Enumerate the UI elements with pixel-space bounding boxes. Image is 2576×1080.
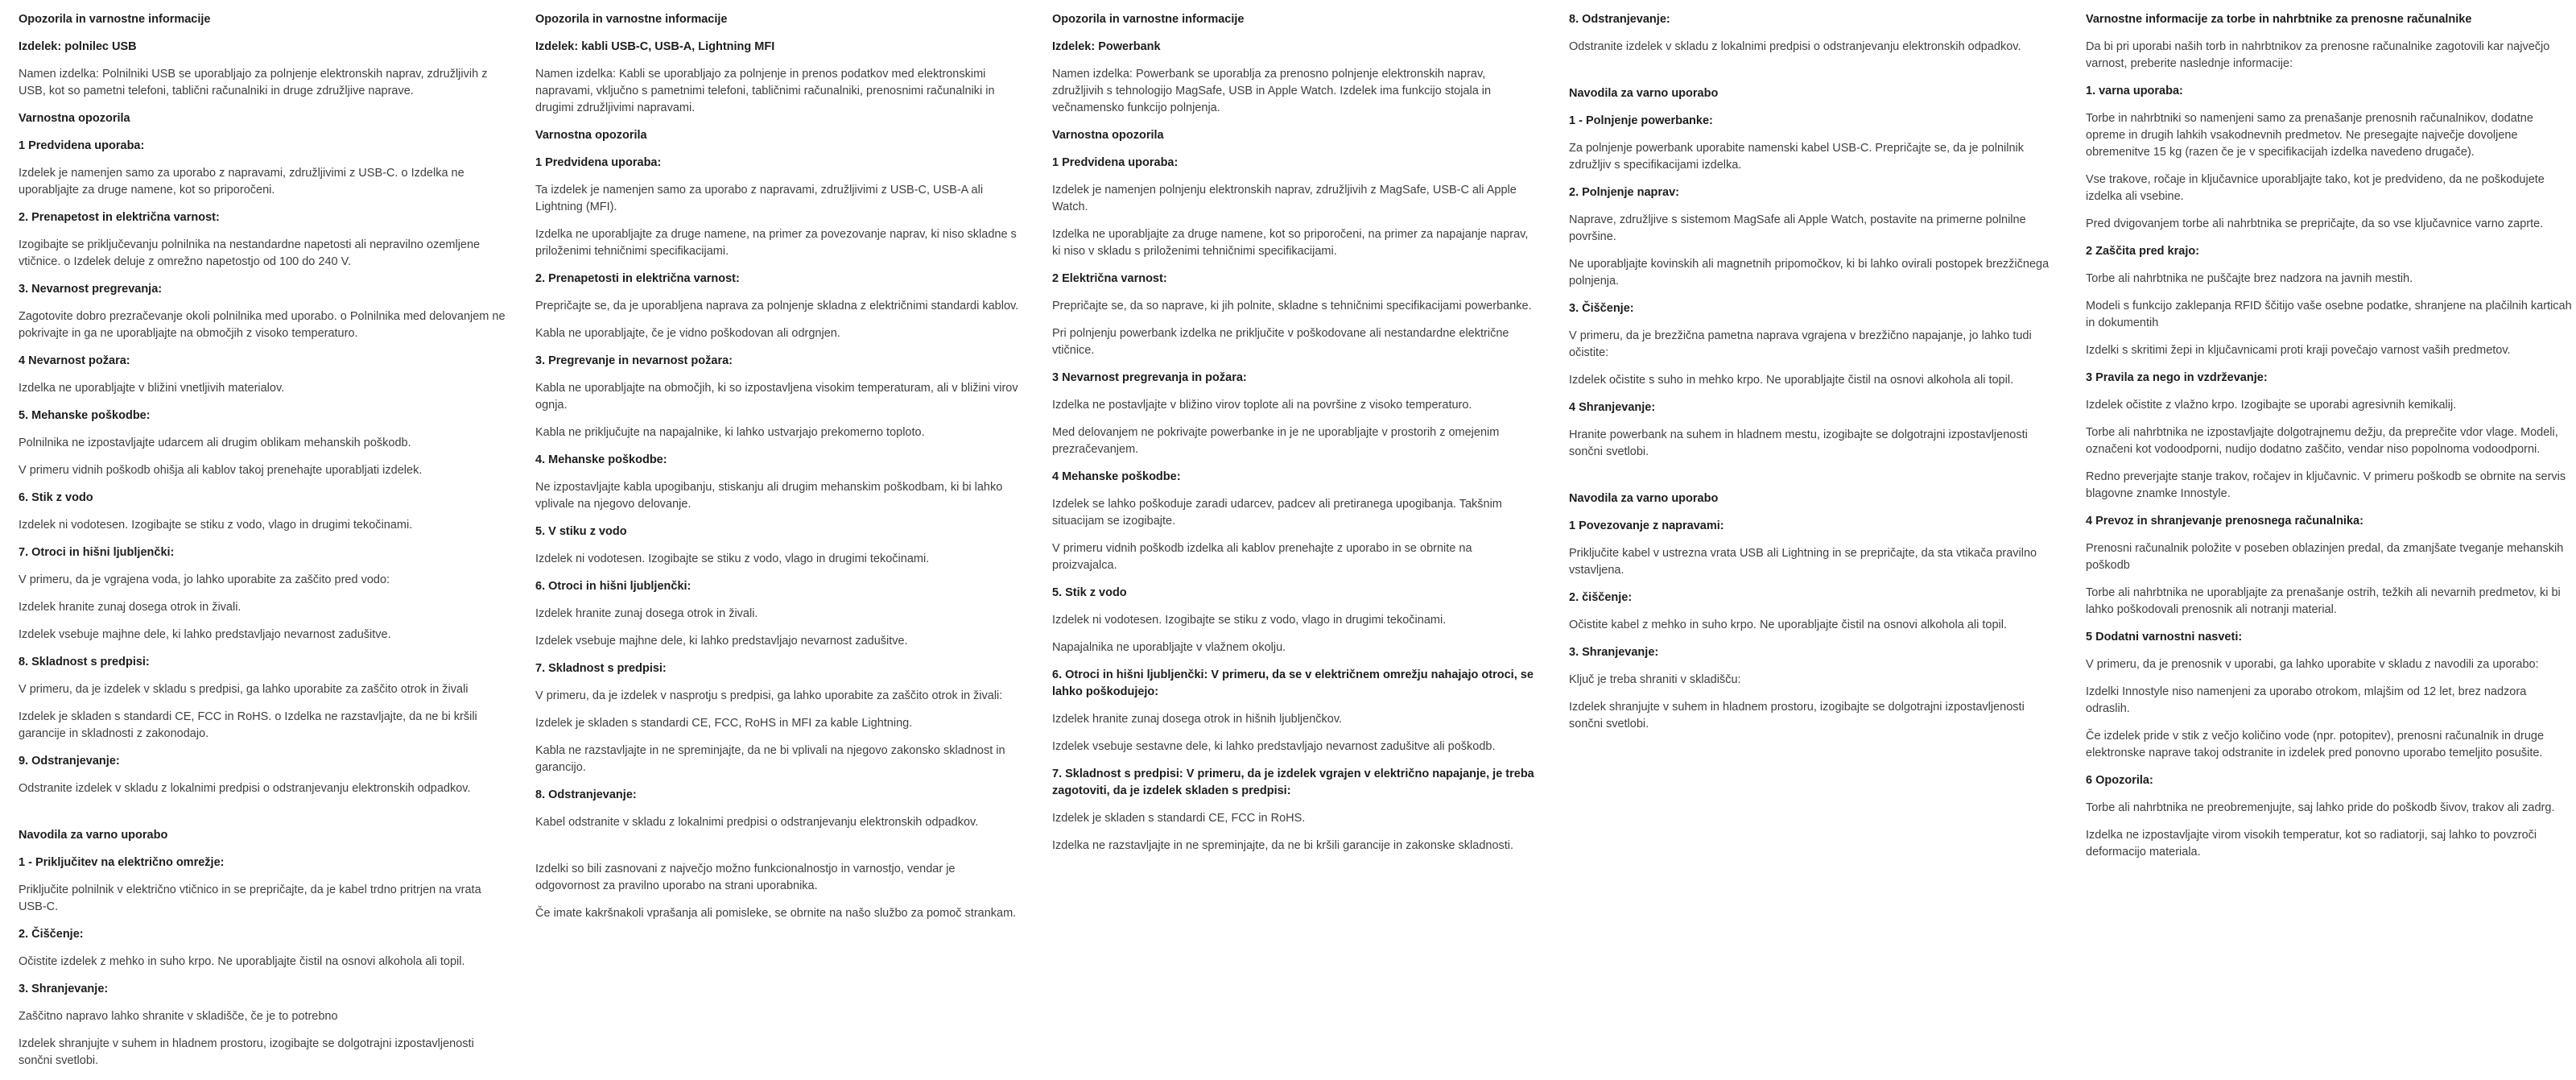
body-paragraph: V primeru, da je izdelek v skladu s predpisi, ga lahko uporabite za zaščito otrok in živali: [19, 683, 469, 696]
body-paragraph: Med delovanjem ne pokrivajte powerbanke in je ne uporabljajte v prostorih z omejenim prezračevanjem.: [1052, 426, 1500, 456]
body-paragraph: Izdelek ni vodotesen. Izogibajte se stiku z vodo, vlago in drugimi tekočinami.: [1052, 614, 1447, 627]
body-paragraph: Izdelek je namenjen polnjenju elektronskih naprav, združljivih z MagSafe, USB-C ali Apple Watch.: [1052, 184, 1517, 213]
body-paragraph: Torbe in nahrbtniki so namenjeni samo za prenašanje prenosnih računalnikov, dodatne opreme in drugih lahkih vsakodnevnih predmetov. Ne presegajte največje dovoljene obremenitve 15 kg (razen če je v specifikacijah izdelka navedeno drugače).: [2086, 112, 2533, 159]
body-paragraph: Izdelek očistite s suho in mehko krpo. Ne uporabljajte čistil na osnovi alkohola ali topil.: [1569, 374, 2014, 387]
section-heading: Opozorila in varnostne informacije: [19, 13, 211, 26]
body-paragraph: Izdelek je skladen s standardi CE, FCC, RoHS in MFI za kable Lightning.: [535, 717, 913, 730]
body-paragraph: Kabla ne uporabljajte, če je vidno poškodovan ali odrgnjen.: [535, 327, 840, 340]
body-paragraph: Prenosni računalnik položite v poseben oblazinjen predal, da zmanjšate tveganje mehanskih poškodb: [2086, 542, 2564, 572]
body-paragraph: Priključite kabel v ustrezna vrata USB ali Lightning in se prepričajte, da sta vtikača pravilno vstavljena.: [1569, 547, 2037, 577]
section-heading: 1 Predvidena uporaba:: [19, 139, 145, 152]
section-heading: 4 Shranjevanje:: [1569, 401, 1656, 414]
body-paragraph: Izdelek hranite zunaj dosega otrok in hišnih ljubljenčkov.: [1052, 713, 1343, 726]
section-heading: 6. Otroci in hišni ljubljenčki: V primeru, da se v električnem omrežju nahajajo otroci, se lahko poškodujejo:: [1052, 668, 1534, 698]
section-heading: 7. Skladnost s predpisi: V primeru, da je izdelek vgrajen v električno napajanje, je treba zagotoviti, da je izdelek skladen s predpisi:: [1052, 768, 1534, 797]
body-paragraph: Odstranite izdelek v skladu z lokalnimi predpisi o odstranjevanju elektronskih odpadkov.: [1569, 40, 2021, 53]
body-paragraph: Izdelek vsebuje majhne dele, ki lahko predstavljajo nevarnost zadušitve.: [535, 635, 908, 648]
section-heading: 5. V stiku z vodo: [535, 525, 627, 538]
section-heading: Navodila za varno uporabo: [1569, 87, 1719, 100]
column-usb-charger: [19, 11, 506, 1080]
column-cables: [535, 11, 1022, 1080]
body-paragraph: Če izdelek pride v stik z večjo količino vode (npr. potopitev), prenosni računalnik in druge elektronske naprave takoj odstranite in izdelek pred ponovno uporabo temeljito posušite.: [2086, 730, 2545, 759]
body-paragraph: Očistite izdelek z mehko in suho krpo. Ne uporabljajte čistil na osnovi alkohola ali topil.: [19, 955, 465, 968]
body-paragraph: Modeli s funkcijo zaklepanja RFID ščitijo vaše osebne podatke, shranjene na plačilnih karticah in dokumentih: [2086, 300, 2572, 329]
body-paragraph: Izdelek shranjujte v suhem in hladnem prostoru, izogibajte se dolgotrajni izpostavljenosti sončni svetlobi.: [1569, 701, 2025, 730]
section-heading: 1 Povezovanje z napravami:: [1569, 519, 1724, 532]
section-heading: 3. Shranjevanje:: [19, 983, 109, 995]
body-paragraph: Izdelek očistite z vlažno krpo. Izogibajte se uporabi agresivnih kemikalij.: [2086, 399, 2457, 412]
body-paragraph: V primeru, da je vgrajena voda, jo lahko uporabite za zaščito pred vodo:: [19, 573, 390, 586]
body-paragraph: Prepričajte se, da so naprave, ki jih polnite, skladne s tehničnimi specifikacijami powerbanke.: [1052, 300, 1532, 312]
section-heading: Opozorila in varnostne informacije: [535, 13, 728, 26]
body-paragraph: Redno preverjajte stanje trakov, ročajev in ključavnic. V primeru poškodb se obrnite na servis blagovne znamke Innostyle.: [2086, 470, 2566, 500]
body-paragraph: Izdelek vsebuje majhne dele, ki lahko predstavljajo nevarnost zadušitve.: [19, 628, 391, 641]
body-paragraph: Izdelek je skladen s standardi CE, FCC in RoHS. o Izdelka ne razstavljajte, da ne bi kršili garancije in skladnosti z zakonodajo.: [19, 710, 477, 740]
body-paragraph: Očistite kabel z mehko in suho krpo. Ne uporabljajte čistil na osnovi alkohola ali topil.: [1569, 619, 2008, 631]
body-paragraph: Izdelki Innostyle niso namenjeni za uporabo otrokom, mlajšim od 12 let, brez nadzora odraslih.: [2086, 685, 2527, 715]
section-heading: 6. Stik z vodo: [19, 491, 93, 504]
section-heading: Izdelek: polnilec USB: [19, 40, 137, 53]
body-paragraph: V primeru vidnih poškodb ohišja ali kablov takoj prenehajte uporabljati izdelek.: [19, 464, 423, 477]
body-paragraph: Izdelek se lahko poškoduje zaradi udarcev, padcev ali pretiranega upogibanja. Takšnim situacijam se izogibajte.: [1052, 498, 1502, 528]
section-heading: 4 Prevoz in shranjevanje prenosnega računalnika:: [2086, 515, 2363, 528]
section-heading: 8. Odstranjevanje:: [1569, 13, 1670, 26]
section-spacer: [1569, 66, 2056, 85]
body-paragraph: Izdelka ne uporabljajte v bližini vnetljivih materialov.: [19, 382, 285, 395]
body-paragraph: Kabla ne priključujte na napajalnike, ki lahko ustvarjajo prekomerno toploto.: [535, 426, 925, 439]
column-laptop-bags: [2086, 11, 2573, 1080]
body-paragraph: Hranite powerbank na suhem in hladnem mestu, izogibajte se dolgotrajni izpostavljenosti sončni svetlobi.: [1569, 428, 2028, 458]
section-heading: 5 Dodatni varnostni nasveti:: [2086, 631, 2243, 643]
body-paragraph: Napajalnika ne uporabljajte v vlažnem okolju.: [1052, 641, 1286, 654]
section-heading: 3 Nevarnost pregrevanja in požara:: [1052, 371, 1247, 384]
section-heading: 3. Shranjevanje:: [1569, 646, 1659, 659]
section-spacer: [1569, 471, 2056, 490]
body-paragraph: Izdelek je namenjen samo za uporabo z napravami, združljivimi z USB-C. o Izdelka ne uporabljajte za druge namene, kot so priporočeni.: [19, 167, 464, 197]
section-heading: 6 Opozorila:: [2086, 774, 2153, 787]
section-heading: 2. Čiščenje:: [19, 928, 84, 941]
body-paragraph: Torbe ali nahrbtnika ne uporabljajte za prenašanje ostrih, težkih ali nevarnih predmetov, ki bi lahko poškodovali prenosnik ali notranji material.: [2086, 586, 2561, 616]
body-paragraph: Kabla ne razstavljajte in ne spreminjajte, da ne bi vplivali na njegovo zakonsko skladnost in garancijo.: [535, 744, 1005, 774]
body-paragraph: V primeru, da je izdelek v nasprotju s predpisi, ga lahko uporabite za zaščito otrok in živali:: [535, 689, 1003, 702]
body-paragraph: Odstranite izdelek v skladu z lokalnimi predpisi o odstranjevanju elektronskih odpadkov.: [19, 782, 471, 795]
section-heading: 1 Predvidena uporaba:: [535, 156, 662, 169]
section-heading: 2. Polnjenje naprav:: [1569, 186, 1679, 199]
body-paragraph: Izdelek ni vodotesen. Izogibajte se stiku z vodo, vlago in drugimi tekočinami.: [535, 552, 930, 565]
section-heading: 5. Mehanske poškodbe:: [19, 409, 151, 422]
section-heading: 3 Pravila za nego in vzdrževanje:: [2086, 371, 2268, 384]
body-paragraph: V primeru, da je brezžična pametna naprava vgrajena v brezžično napajanje, jo lahko tudi očistite:: [1569, 329, 2032, 359]
section-heading: 2. Prenapetost in električna varnost:: [19, 211, 220, 224]
body-paragraph: Za polnjenje powerbank uporabite namenski kabel USB-C. Prepričajte se, da je polnilnik združljiv s specifikacijami izdelka.: [1569, 142, 2025, 172]
section-heading: 2 Električna varnost:: [1052, 272, 1167, 285]
body-paragraph: V primeru vidnih poškodb izdelka ali kablov prenehajte z uporabo in se obrnite na proizvajalca.: [1052, 542, 1472, 572]
section-heading: Opozorila in varnostne informacije: [1052, 13, 1245, 26]
body-paragraph: Izdelka ne razstavljajte in ne spreminjajte, da ne bi kršili garancije in zakonske skladnosti.: [1052, 839, 1514, 852]
body-paragraph: Da bi pri uporabi naših torb in nahrbtnikov za prenosne računalnike zagotovili kar največjo varnost, preberite naslednje informacije:: [2086, 40, 2550, 70]
body-paragraph: Ključ je treba shraniti v skladišču:: [1569, 673, 1741, 686]
section-heading: 3. Pregrevanje in nevarnost požara:: [535, 354, 733, 367]
section-heading: 4. Mehanske poškodbe:: [535, 453, 667, 466]
section-heading: 1. varna uporaba:: [2086, 85, 2183, 97]
body-paragraph: V primeru, da je prenosnik v uporabi, ga lahko uporabite v skladu z navodili za uporabo:: [2086, 658, 2539, 671]
body-paragraph: Polnilnika ne izpostavljajte udarcem ali drugim oblikam mehanskih poškodb.: [19, 437, 411, 449]
body-paragraph: Prepričajte se, da je uporabljena naprava za polnjenje skladna z električnimi standardi kablov.: [535, 300, 1019, 312]
section-heading: Varnostna opozorila: [535, 129, 647, 142]
body-paragraph: Zagotovite dobro prezračevanje okoli polnilnika med uporabo. o Polnilnika med delovanjem ne pokrivajte in ga ne uporabljajte na območjih z visoko temperaturo.: [19, 310, 506, 340]
body-paragraph: Pri polnjenju powerbank izdelka ne priključite v poškodovane ali nestandardne električne vtičnice.: [1052, 327, 1509, 357]
section-heading: Navodila za varno uporabo: [1569, 492, 1719, 505]
body-paragraph: Namen izdelka: Kabli se uporabljajo za polnjenje in prenos podatkov med elektronskimi napravami, vključno s pametnimi telefoni, tabličnimi računalniki, prenosnimi računalniki in drugimi združljivimi napravami.: [535, 68, 995, 114]
section-heading: 8. Odstranjevanje:: [535, 788, 637, 801]
body-paragraph: Izdelek ni vodotesen. Izogibajte se stiku z vodo, vlago in drugimi tekočinami.: [19, 519, 413, 532]
section-heading: 4 Nevarnost požara:: [19, 354, 130, 367]
section-heading: Izdelek: kabli USB-C, USB-A, Lightning MFI: [535, 40, 775, 53]
section-heading: 1 - Priključitev na električno omrežje:: [19, 856, 225, 869]
body-paragraph: Izdelek je skladen s standardi CE, FCC in RoHS.: [1052, 812, 1306, 825]
section-heading: 2 Zaščita pred krajo:: [2086, 245, 2200, 258]
section-heading: 6. Otroci in hišni ljubljenčki:: [535, 580, 691, 593]
body-paragraph: Izdelek shranjujte v suhem in hladnem prostoru, izogibajte se dolgotrajni izpostavljenosti sončni svetlobi.: [19, 1037, 474, 1067]
body-paragraph: Izdelek hranite zunaj dosega otrok in živali.: [19, 601, 242, 614]
body-paragraph: Torbe ali nahrbtnika ne preobremenjujte, saj lahko pride do poškodb šivov, trakov ali zadrg.: [2086, 801, 2555, 814]
section-heading: 9. Odstranjevanje:: [19, 755, 120, 768]
section-heading: Varnostne informacije za torbe in nahrbtnike za prenosne računalnike: [2086, 13, 2472, 26]
column-powerbank: [1052, 11, 1539, 1080]
section-heading: 5. Stik z vodo: [1052, 586, 1127, 599]
section-heading: 7. Skladnost s predpisi:: [535, 662, 667, 675]
body-paragraph: Kabel odstranite v skladu z lokalnimi predpisi o odstranjevanju elektronskih odpadkov.: [535, 816, 979, 829]
body-paragraph: Torbe ali nahrbtnika ne puščajte brez nadzora na javnih mestih.: [2086, 272, 2413, 285]
body-paragraph: Torbe ali nahrbtnika ne izpostavljajte dolgotrajnemu dežju, da preprečite vdor vlage. Modeli, označeni kot vodoodporni, nudijo dodatno zaščito, vendar niso popolnoma vodoodporni.: [2086, 426, 2558, 456]
body-paragraph: Pred dvigovanjem torbe ali nahrbtnika se prepričajte, da so vse ključavnice varno zaprte.: [2086, 217, 2544, 230]
body-paragraph: Ta izdelek je namenjen samo za uporabo z napravami, združljivimi z USB-C, USB-A ali Lightning (MFI).: [535, 184, 984, 213]
section-heading: 2. čiščenje:: [1569, 591, 1633, 604]
body-paragraph: Izdelka ne izpostavljajte virom visokih temperatur, kot so radiatorji, saj lahko to povzroči deformacijo materiala.: [2086, 829, 2537, 859]
section-heading: 8. Skladnost s predpisi:: [19, 656, 150, 668]
section-heading: 3. Nevarnost pregrevanja:: [19, 283, 163, 296]
body-paragraph: Priključite polnilnik v električno vtičnico in se prepričajte, da je kabel trdno pritrjen na vrata USB-C.: [19, 883, 481, 913]
body-paragraph: Ne uporabljajte kovinskih ali magnetnih pripomočkov, ki bi lahko ovirali postopek brezžičnega polnjenja.: [1569, 258, 2050, 288]
section-heading: 4 Mehanske poškodbe:: [1052, 470, 1181, 483]
body-paragraph: Zaščitno napravo lahko shranite v skladišče, če je to potrebno: [19, 1010, 338, 1023]
body-paragraph: Izdelek vsebuje sestavne dele, ki lahko predstavljajo nevarnost zadušitve ali poškodb.: [1052, 740, 1496, 753]
body-paragraph: Izogibajte se priključevanju polnilnika na nestandardne napetosti ali nepravilno ozemljene vtičnice. o Izdelek deluje z omrežno napetostjo od 100 do 240 V.: [19, 238, 481, 268]
section-heading: Izdelek: Powerbank: [1052, 40, 1161, 53]
column-powerbank-usage: [1569, 11, 2056, 1080]
section-heading: 3. Čiščenje:: [1569, 302, 1634, 315]
section-heading: Varnostna opozorila: [19, 112, 130, 125]
body-paragraph: Izdelki so bili zasnovani z največjo možno funkcionalnostjo in varnostjo, vendar je odgovornost za pravilno uporabo na strani uporabnika.: [535, 863, 956, 892]
section-heading: Varnostna opozorila: [1052, 129, 1164, 142]
body-paragraph: Naprave, združljive s sistemom MagSafe ali Apple Watch, postavite na primerne polnilne površine.: [1569, 213, 2026, 243]
section-heading: 2. Prenapetosti in električna varnost:: [535, 272, 740, 285]
body-paragraph: Ne izpostavljajte kabla upogibanju, stiskanju ali drugim mehanskim poškodbam, ki bi lahko vplivale na njegovo delovanje.: [535, 481, 1003, 511]
body-paragraph: Namen izdelka: Polnilniki USB se uporabljajo za polnjenje elektronskih naprav, združljivih z USB, kot so pametni telefoni, tablični računalniki in druge združljive naprave.: [19, 68, 488, 97]
section-heading: 1 Predvidena uporaba:: [1052, 156, 1179, 169]
body-paragraph: Izdelek hranite zunaj dosega otrok in živali.: [535, 607, 758, 620]
body-paragraph: Izdelka ne uporabljajte za druge namene, kot so priporočeni, na primer za napajanje naprav, ki niso v skladu s priloženimi tehničnimi specifikacijami.: [1052, 228, 1529, 258]
body-paragraph: Vse trakove, ročaje in ključavnice uporabljajte tako, kot je predvideno, da ne poškodujete izdelka ali vsebine.: [2086, 173, 2545, 203]
section-heading: Navodila za varno uporabo: [19, 829, 168, 842]
section-spacer: [19, 808, 506, 827]
section-spacer: [535, 842, 1022, 861]
section-heading: 1 - Polnjenje powerbanke:: [1569, 114, 1713, 127]
body-paragraph: Namen izdelka: Powerbank se uporablja za prenosno polnjenje elektronskih naprav, združljivih s tehnologijo MagSafe, USB in Apple Watch. Izdelek ima funkcijo stojala in večnamensko funkcijo polnjenja.: [1052, 68, 1492, 114]
body-paragraph: Kabla ne uporabljajte na območjih, ki so izpostavljena visokim temperaturam, ali v bližini virov ognja.: [535, 382, 1018, 412]
body-paragraph: Če imate kakršnakoli vprašanja ali pomisleke, se obrnite na našo službo za pomoč strankam.: [535, 907, 1017, 920]
body-paragraph: Izdelki s skritimi žepi in ključavnicami proti kraji povečajo varnost vaših predmetov.: [2086, 344, 2511, 357]
body-paragraph: Izdelka ne postavljajte v bližino virov toplote ali na površine z visoko temperaturo.: [1052, 399, 1472, 412]
body-paragraph: Izdelka ne uporabljajte za druge namene, na primer za povezovanje naprav, ki niso skladne s priloženimi tehničnimi specifikacijami.: [535, 228, 1017, 258]
section-heading: 7. Otroci in hišni ljubljenčki:: [19, 546, 175, 559]
